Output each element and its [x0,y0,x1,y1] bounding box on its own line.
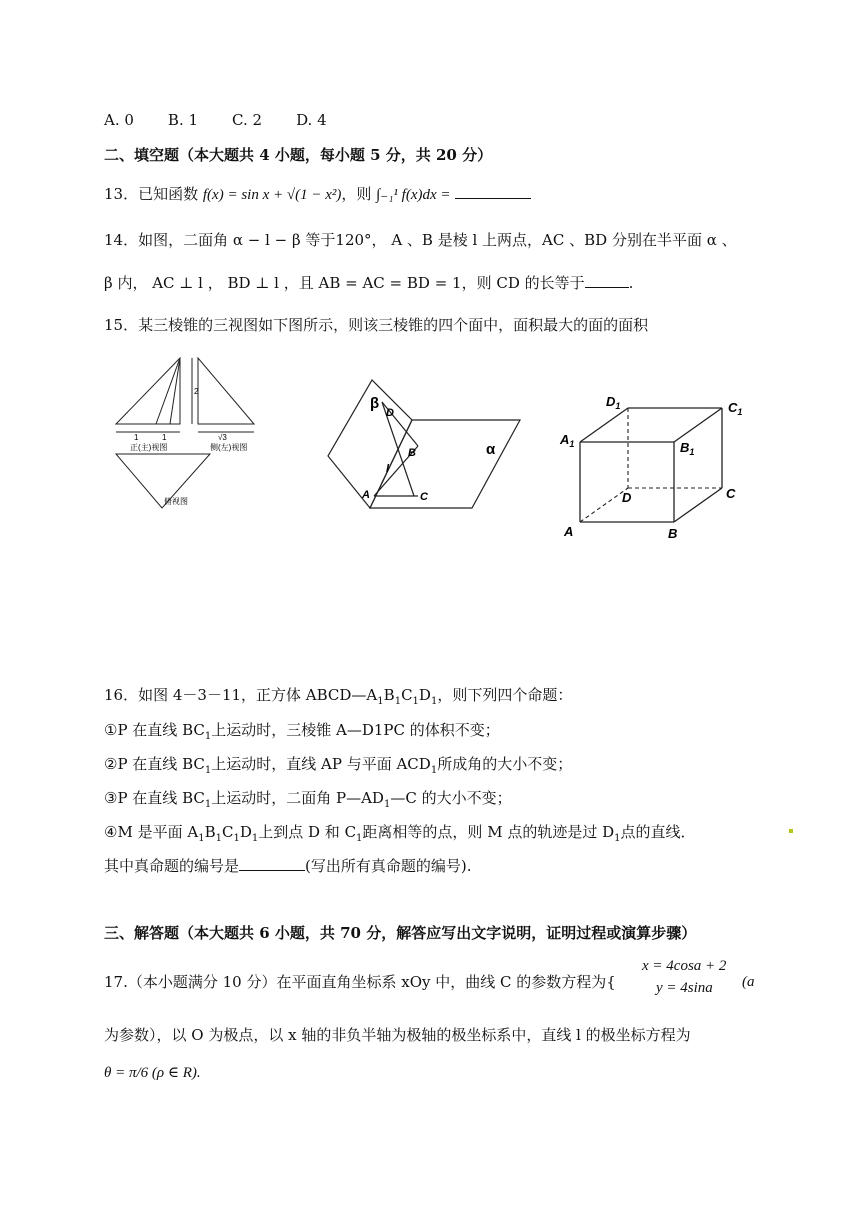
option-d: D. 4 [296,111,327,129]
section3-title: 三、解答题（本大题共 6 小题，共 70 分，解答应写出文字说明，证明过程或演算步骤） [104,924,697,942]
q17-eq1: x = 4cosa + 2 [642,958,727,974]
q17-line1: 17.（本小题满分 10 分）在平面直角坐标系 xOy 中，曲线 C 的参数方程为{ [104,973,616,991]
q17-line3: θ = π/6 (ρ ∈ R). [104,1065,201,1081]
q14-answer-blank [585,287,629,288]
options-line [104,109,361,131]
label-A: A [564,524,574,539]
q16-proposition-2: ②P 在直线 $BC_1$上运动时，直线 AP 与平面 $ACD_1$所成角的大小不变； [104,755,573,776]
q16-proposition-3: ③P 在直线 $BC_1$上运动时，二面角 $P—AD_1—C$ 的大小不变； [104,789,512,810]
label-C: C [420,491,428,503]
label-alpha: α [486,441,496,458]
q13-func: f(x) = sin x + √(1 − x²) [202,187,342,203]
section2-title: 二、填空题（本大题共 4 小题，每小题 5 分，共 20 分） [104,146,493,164]
cube-figure [556,394,756,544]
dim2-label: 1 [162,433,167,442]
label-B: B [408,447,416,459]
q13-integral: ∫₋₁¹ f(x)dx = [376,187,451,203]
q13-text2: ，则 [341,185,372,203]
dim-s-label: √3 [218,433,227,442]
dim1-label: 1 [134,433,139,442]
three-view-figure [112,354,260,524]
dim-h-label: 2 [194,387,199,396]
q16-ask: 其中真命题的编号是 (写出所有真命题的编号). [104,857,472,875]
q16-line1: 16．如图 4－3－11，正方体 $ABCD—A_1B_1C_1D_1$，则下列四个命题： [104,686,573,707]
q16-proposition-4: ④M 是平面 $A_1B_1C_1D_1$上到点 D 和 $C_1$距离相等的点，则 M 点的轨迹是过 $D_1$点的直线． [104,823,696,844]
q13-num: 13． [104,185,139,203]
label-beta: β [370,395,380,412]
side-view-triangle [198,358,254,424]
label-C1: $C_1$ [728,400,743,417]
label-A: A [362,489,370,501]
front-view-inner-line [156,358,180,424]
label-A1: $A_1$ [560,432,575,449]
q16-proposition-1: ①P 在直线 $BC_1$上运动时，三棱锥 A—D1PC 的体积不变； [104,721,500,742]
top-view-triangle [116,454,210,508]
label-D1: $D_1$ [606,394,621,411]
label-D: D [622,490,632,505]
q14-line2-end: . [628,274,634,292]
q17-tail: (a [742,974,755,990]
label-l: l [386,463,390,475]
option-c: C. 2 [232,111,263,129]
q17-line2: 为参数），以 O 为极点，以 x 轴的非负半轴为极轴的极坐标系中，直线 l 的极坐标方程为 [104,1026,691,1044]
q17-eq2: y = 4sina [656,980,713,996]
dihedral-figure [322,376,532,514]
front-view-label: 正(主)视图 [130,443,168,452]
option-a: A. 0 [104,111,134,129]
q17-param-equations [642,955,726,999]
q15-text: 15．某三棱锥的三视图如下图所示，则该三棱锥的四个面中，面积最大的面的面积 [104,316,649,334]
label-C: C [726,486,736,501]
q14-line2-text: β 内， AC ⊥ l ， BD ⊥ l ，且 AB = AC = BD = 1，则 CD 的长等于 [104,274,585,292]
q16-answer-blank [239,870,305,871]
q14-line2 [104,272,633,294]
q13-text1: 已知函数 [138,185,199,203]
front-view-triangle [116,358,180,424]
label-B1: $B_1$ [680,440,695,457]
top-view-label: 俯视图 [164,497,188,506]
q14-line1: 14．如图，二面角 α − l − β 等于120°， A 、B 是棱 l 上两点，AC 、BD 分别在半平面 α 、 [104,231,737,249]
decorative-dot [789,829,793,833]
label-D: D [386,407,394,419]
q13-answer-blank [455,198,531,199]
option-b: B. 1 [167,111,199,129]
side-view-label: 侧(左)视图 [210,443,248,452]
question-13 [104,183,531,206]
label-B: B [668,526,678,541]
